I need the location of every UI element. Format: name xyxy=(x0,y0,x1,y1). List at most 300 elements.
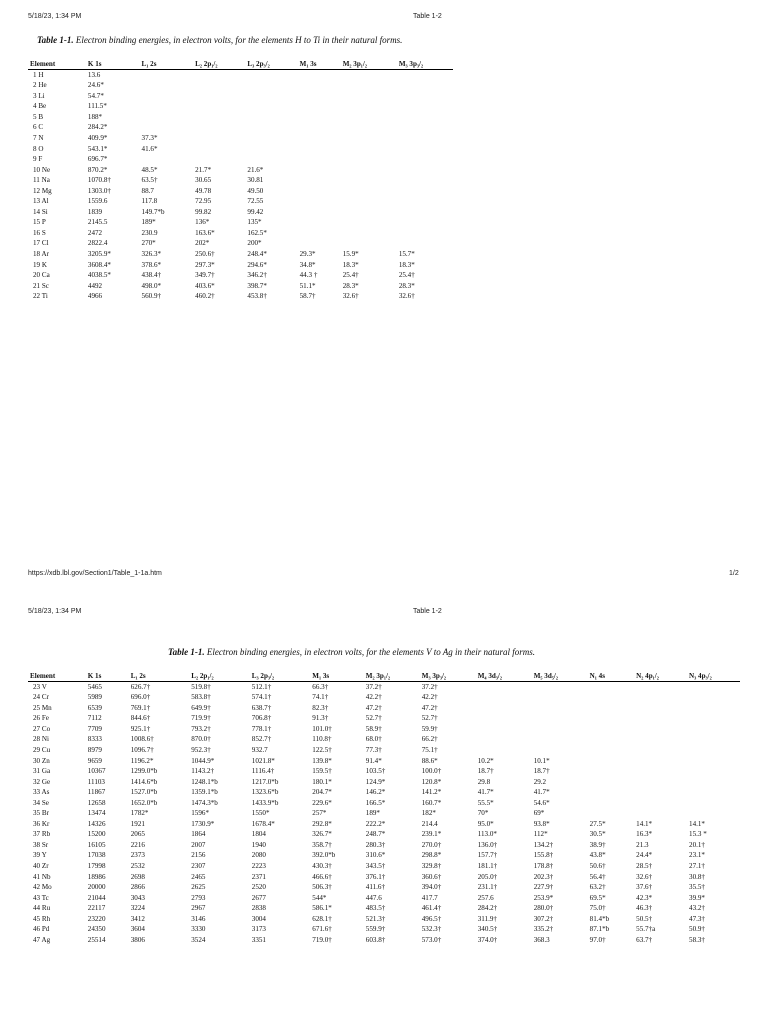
energy-cell xyxy=(397,196,453,207)
energy-cell: 29.8 xyxy=(477,777,491,786)
energy-cell: 18.3* xyxy=(342,260,359,269)
energy-cell: 15.7* xyxy=(398,249,415,258)
column-header: L₂ 2p₁/₂ xyxy=(189,670,250,681)
energy-cell: 3524 xyxy=(191,935,206,944)
energy-cell: 37.6† xyxy=(636,883,653,892)
energy-cell xyxy=(476,703,532,714)
energy-cell: 2465 xyxy=(191,872,206,881)
energy-cell: 38.9† xyxy=(589,840,606,849)
energy-cell xyxy=(634,703,687,714)
energy-cell: 214.4 xyxy=(421,819,438,828)
energy-cell xyxy=(687,713,740,724)
energy-cell: 583.8† xyxy=(191,693,211,702)
energy-cell: 2866 xyxy=(130,883,145,892)
energy-cell: 180.1* xyxy=(312,777,332,786)
energy-cell xyxy=(634,713,687,724)
energy-cell: 136.0† xyxy=(477,840,498,849)
energy-cell: 248.4* xyxy=(247,249,267,258)
energy-cell xyxy=(193,112,245,123)
energy-cell: 37.3* xyxy=(141,133,158,142)
energy-cell: 25.4† xyxy=(342,271,359,280)
energy-cell: 163.6* xyxy=(195,228,215,237)
element-cell: 15 P xyxy=(33,218,46,227)
energy-cell xyxy=(298,165,341,176)
element-cell: 10 Ne xyxy=(33,165,51,174)
element-cell: 29 Cu xyxy=(33,745,51,754)
energy-cell: 122.5† xyxy=(312,745,332,754)
energy-cell xyxy=(298,238,341,249)
energy-cell xyxy=(588,777,634,788)
table-caption-label: Table 1-1. xyxy=(168,647,205,657)
energy-cell xyxy=(687,724,740,735)
energy-cell: 54.7* xyxy=(87,91,104,100)
table-row xyxy=(28,228,453,239)
energy-cell xyxy=(588,808,634,819)
column-header: L₁ 2s xyxy=(129,670,190,681)
table-row xyxy=(28,861,740,872)
column-header: Element xyxy=(28,670,86,681)
energy-cell: 1730.9* xyxy=(191,819,215,828)
energy-cell: 506.3† xyxy=(312,883,332,892)
element-cell: 20 Ca xyxy=(33,271,50,280)
energy-cell xyxy=(687,745,740,756)
energy-cell: 13.6 xyxy=(87,70,101,79)
energy-cell: 32.6† xyxy=(342,292,359,301)
element-cell: 19 K xyxy=(33,260,47,269)
energy-cell: 49.50 xyxy=(247,186,264,195)
energy-cell: 12658 xyxy=(87,798,106,807)
energy-cell xyxy=(634,734,687,745)
energy-cell: 16.3* xyxy=(636,830,653,839)
energy-cell xyxy=(634,745,687,756)
energy-cell: 250.6† xyxy=(195,249,215,258)
energy-cell xyxy=(397,133,453,144)
energy-cell: 1070.8† xyxy=(87,176,111,185)
print-page-number: 1/2 xyxy=(729,570,739,577)
energy-cell: 280.3† xyxy=(365,840,386,849)
energy-cell xyxy=(532,692,588,703)
energy-cell: 230.9 xyxy=(141,228,158,237)
energy-cell: 626.7† xyxy=(130,682,151,691)
element-cell: 4 Be xyxy=(33,102,47,111)
energy-cell: 2698 xyxy=(130,872,145,881)
table-row xyxy=(28,872,740,883)
energy-cell: 55.7†a xyxy=(636,925,656,934)
energy-cell: 460.2† xyxy=(195,292,215,301)
energy-cell: 50.9† xyxy=(689,925,705,934)
table-row xyxy=(28,69,453,80)
energy-cell: 21.7* xyxy=(195,165,212,174)
energy-cell: 2532 xyxy=(130,861,145,870)
energy-cell xyxy=(341,196,397,207)
element-cell: 25 Mn xyxy=(33,703,52,712)
energy-cell: 51.1* xyxy=(299,281,316,290)
table-row xyxy=(28,808,740,819)
energy-cell xyxy=(687,734,740,745)
energy-cell: 2307 xyxy=(191,861,206,870)
energy-cell: 21044 xyxy=(87,893,106,902)
energy-cell xyxy=(687,766,740,777)
energy-cell xyxy=(341,122,397,133)
energy-cell: 1303.0† xyxy=(87,186,111,195)
energy-cell: 392.0*b xyxy=(312,851,336,860)
energy-cell: 1217.0*b xyxy=(251,777,279,786)
table-header-row xyxy=(28,58,453,69)
energy-cell: 1559.6 xyxy=(87,197,108,206)
energy-cell xyxy=(397,165,453,176)
energy-cell xyxy=(687,787,740,798)
energy-cell: 671.6† xyxy=(312,925,332,934)
energy-cell xyxy=(588,681,634,692)
element-cell: 8 O xyxy=(33,144,44,153)
energy-cell xyxy=(532,745,588,756)
energy-cell: 74.1† xyxy=(312,693,329,702)
energy-cell xyxy=(140,101,194,112)
column-header: L₃ 2p₃/₂ xyxy=(250,670,311,681)
energy-cell xyxy=(341,112,397,123)
table-row xyxy=(28,882,740,893)
energy-cell: 603.8† xyxy=(365,935,386,944)
element-cell: 14 Si xyxy=(33,207,48,216)
energy-cell: 1804 xyxy=(251,830,266,839)
energy-cell: 2967 xyxy=(191,904,206,913)
energy-cell: 47.2† xyxy=(365,703,382,712)
energy-cell xyxy=(397,144,453,155)
energy-cell: 42.2† xyxy=(365,693,382,702)
energy-cell: 3412 xyxy=(130,914,145,923)
energy-cell: 374.0† xyxy=(477,935,498,944)
energy-cell: 1678.4* xyxy=(251,819,275,828)
table-row xyxy=(28,734,740,745)
energy-cell xyxy=(588,745,634,756)
energy-cell: 3004 xyxy=(251,914,266,923)
energy-cell: 3608.4* xyxy=(87,260,111,269)
energy-cell: 20.1† xyxy=(689,840,705,849)
energy-cell: 430.3† xyxy=(312,861,332,870)
energy-cell xyxy=(298,101,341,112)
table-row xyxy=(28,756,740,767)
table-caption-text: Electron binding energies, in electron volts, for the elements V to Ag in their natural forms. xyxy=(206,647,536,657)
energy-cell xyxy=(140,91,194,102)
energy-cell: 483.5† xyxy=(365,904,386,913)
element-cell: 43 Tc xyxy=(33,893,49,902)
energy-cell: 7112 xyxy=(87,714,102,723)
energy-cell: 63.5† xyxy=(141,176,158,185)
energy-cell: 11103 xyxy=(87,777,105,786)
table-caption-label: Table 1-1. xyxy=(37,35,74,45)
energy-cell xyxy=(245,91,297,102)
energy-cell: 2838 xyxy=(251,904,266,913)
energy-cell xyxy=(634,766,687,777)
print-timestamp: 5/18/23, 1:34 PM xyxy=(28,608,82,615)
element-cell: 47 Ag xyxy=(33,935,51,944)
energy-cell xyxy=(532,703,588,714)
energy-cell: 1864 xyxy=(191,830,206,839)
energy-cell: 200* xyxy=(247,239,262,248)
energy-cell: 307.2† xyxy=(533,914,554,923)
energy-cell: 638.7† xyxy=(251,703,272,712)
energy-cell: 202* xyxy=(195,239,210,248)
energy-cell: 649.9† xyxy=(191,703,211,712)
element-cell: 9 F xyxy=(33,155,43,164)
energy-cell: 46.3† xyxy=(636,904,653,913)
energy-cell: 15.9* xyxy=(342,249,359,258)
energy-cell: 1096.7† xyxy=(130,745,154,754)
energy-cell: 378.6* xyxy=(141,260,162,269)
column-header: M₁ 3s xyxy=(310,670,364,681)
print-footer-url: https://xdb.lbl.gov/Section1/Table_1-1a.htm xyxy=(28,570,162,577)
energy-cell: 297.3* xyxy=(195,260,215,269)
energy-cell: 95.0* xyxy=(477,819,494,828)
energy-cell xyxy=(140,154,194,165)
energy-cell: 270* xyxy=(141,239,156,248)
energy-cell: 5989 xyxy=(87,693,102,702)
energy-cell: 1921 xyxy=(130,819,145,828)
table-row xyxy=(28,681,740,692)
energy-cell: 91.4* xyxy=(365,756,382,765)
energy-cell: 9659 xyxy=(87,756,102,765)
energy-cell: 1323.6*b xyxy=(251,788,279,797)
table-row xyxy=(28,291,453,302)
energy-cell: 134.2† xyxy=(533,840,554,849)
energy-cell: 3351 xyxy=(251,935,266,944)
energy-cell: 417.7 xyxy=(421,893,438,902)
table-row xyxy=(28,80,453,91)
energy-cell xyxy=(298,69,341,80)
energy-cell: 778.1† xyxy=(251,724,272,733)
energy-cell xyxy=(193,154,245,165)
energy-cell: 72.95 xyxy=(195,197,212,206)
energy-cell: 1474.3*b xyxy=(191,798,218,807)
energy-cell xyxy=(634,756,687,767)
energy-cell: 1008.6† xyxy=(130,735,154,744)
energy-cell: 3330 xyxy=(191,925,206,934)
energy-cell: 586.1* xyxy=(312,904,332,913)
table-row xyxy=(28,724,740,735)
table-caption-text: Electron binding energies, in electron volts, for the elements H to Ti in their natural forms. xyxy=(75,35,403,45)
energy-cell: 844.6† xyxy=(130,714,151,723)
energy-cell: 793.2† xyxy=(191,724,211,733)
energy-cell: 82.3† xyxy=(312,703,329,712)
column-header: K 1s xyxy=(86,58,140,69)
energy-cell xyxy=(476,681,532,692)
energy-cell: 10.1* xyxy=(533,756,550,765)
energy-cell: 103.5† xyxy=(365,767,386,776)
energy-cell: 41.6* xyxy=(141,144,158,153)
energy-cell xyxy=(140,122,194,133)
energy-cell xyxy=(245,144,297,155)
table-row xyxy=(28,238,453,249)
energy-cell: 852.7† xyxy=(251,735,272,744)
energy-cell: 88.6* xyxy=(421,756,438,765)
energy-cell xyxy=(687,756,740,767)
energy-cell: 21.6* xyxy=(247,165,264,174)
table-row xyxy=(28,798,740,809)
element-cell: 18 Ar xyxy=(33,249,49,258)
energy-cell: 1550* xyxy=(251,809,270,818)
element-cell: 37 Rb xyxy=(33,830,51,839)
energy-cell: 329.8† xyxy=(421,861,442,870)
energy-cell xyxy=(193,80,245,91)
column-header: L₃ 2p₃/₂ xyxy=(245,58,297,69)
energy-cell: 41.7* xyxy=(533,788,550,797)
energy-cell: 52.7† xyxy=(421,714,438,723)
energy-cell: 34.8* xyxy=(299,260,316,269)
energy-cell: 1782* xyxy=(130,809,149,818)
energy-cell: 512.1† xyxy=(251,682,272,691)
energy-cell: 23220 xyxy=(87,914,106,923)
energy-cell: 3224 xyxy=(130,904,145,913)
energy-cell: 394.0† xyxy=(421,883,442,892)
energy-cell: 294.6* xyxy=(247,260,267,269)
energy-cell xyxy=(341,101,397,112)
energy-cell: 1143.2† xyxy=(191,767,215,776)
energy-cell xyxy=(245,154,297,165)
energy-cell: 146.2* xyxy=(365,788,386,797)
energy-cell: 18.3* xyxy=(398,260,415,269)
energy-cell: 100.0† xyxy=(421,767,442,776)
energy-cell: 2520 xyxy=(251,883,266,892)
energy-cell xyxy=(532,724,588,735)
energy-cell xyxy=(298,228,341,239)
energy-cell: 182* xyxy=(421,809,436,818)
table-row xyxy=(28,207,453,218)
energy-cell: 521.3† xyxy=(365,914,386,923)
element-cell: 46 Pd xyxy=(33,925,50,934)
energy-cell: 932.7 xyxy=(251,745,268,754)
energy-cell: 466.6† xyxy=(312,872,332,881)
energy-cell xyxy=(634,798,687,809)
energy-cell: 2371 xyxy=(251,872,266,881)
energy-cell: 52.7† xyxy=(365,714,382,723)
table-row xyxy=(28,144,453,155)
energy-cell xyxy=(532,734,588,745)
energy-cell: 403.6* xyxy=(195,281,215,290)
table-row xyxy=(28,713,740,724)
energy-cell: 21.3 xyxy=(636,840,649,849)
energy-cell xyxy=(634,724,687,735)
energy-cell: 141.2* xyxy=(421,788,442,797)
energy-cell xyxy=(634,777,687,788)
energy-cell: 706.8† xyxy=(251,714,272,723)
energy-cell: 24.6* xyxy=(87,81,104,90)
energy-cell xyxy=(687,703,740,714)
energy-cell: 72.55 xyxy=(247,197,264,206)
energy-cell: 35.5† xyxy=(689,883,705,892)
energy-cell xyxy=(298,80,341,91)
element-cell: 17 Cl xyxy=(33,239,49,248)
energy-cell: 398.7* xyxy=(247,281,267,290)
energy-cell: 335.2† xyxy=(533,925,554,934)
energy-cell: 136* xyxy=(195,218,210,227)
column-header: N₂ 4p₁/₂ xyxy=(634,670,687,681)
energy-cell: 159.5† xyxy=(312,767,332,776)
energy-cell xyxy=(341,175,397,186)
energy-cell: 1527.0*b xyxy=(130,788,158,797)
energy-cell: 3146 xyxy=(191,914,206,923)
energy-cell: 8979 xyxy=(87,745,102,754)
energy-cell xyxy=(397,101,453,112)
energy-cell: 1299.0*b xyxy=(130,767,158,776)
energy-cell: 2145.5 xyxy=(87,218,108,227)
energy-cell xyxy=(140,80,194,91)
energy-cell: 257.6 xyxy=(477,893,494,902)
energy-cell: 27.5* xyxy=(589,819,606,828)
element-cell: 24 Cr xyxy=(33,693,49,702)
energy-cell: 696.0† xyxy=(130,693,151,702)
energy-cell xyxy=(397,228,453,239)
column-header: K 1s xyxy=(86,670,129,681)
energy-cell: 2472 xyxy=(87,228,103,237)
energy-cell: 14.1* xyxy=(636,819,653,828)
energy-cell: 1414.6*b xyxy=(130,777,158,786)
element-cell: 13 Al xyxy=(33,197,49,206)
energy-cell: 44.3 † xyxy=(299,271,318,280)
energy-cell: 574.1† xyxy=(251,693,272,702)
energy-cell: 37.2† xyxy=(365,682,382,691)
energy-cell: 343.5† xyxy=(365,861,386,870)
energy-cell xyxy=(140,69,194,80)
element-cell: 45 Rh xyxy=(33,914,51,923)
energy-cell xyxy=(245,101,297,112)
energy-cell: 326.7* xyxy=(312,830,332,839)
energy-cell: 284.2* xyxy=(87,123,108,132)
energy-cell: 56.4† xyxy=(589,872,606,881)
energy-cell xyxy=(245,122,297,133)
energy-cell: 952.3† xyxy=(191,745,211,754)
table-row xyxy=(28,914,740,925)
energy-cell xyxy=(476,713,532,724)
energy-cell xyxy=(298,133,341,144)
element-cell: 31 Ga xyxy=(33,767,51,776)
energy-cell: 4492 xyxy=(87,281,103,290)
energy-cell: 43.2† xyxy=(689,904,705,913)
energy-cell: 188* xyxy=(87,112,103,121)
energy-cell: 99.42 xyxy=(247,207,264,216)
energy-cell: 17998 xyxy=(87,861,106,870)
energy-cell: 298.8* xyxy=(421,851,442,860)
energy-cell: 411.6† xyxy=(365,883,386,892)
energy-cell xyxy=(687,798,740,809)
element-cell: 42 Mo xyxy=(33,883,52,892)
energy-cell: 544* xyxy=(312,893,327,902)
energy-cell: 162.5* xyxy=(247,228,267,237)
element-cell: 7 N xyxy=(33,133,44,142)
element-cell: 3 Li xyxy=(33,91,45,100)
element-cell: 44 Ru xyxy=(33,904,51,913)
energy-cell xyxy=(588,766,634,777)
table-row xyxy=(28,777,740,788)
energy-cell xyxy=(140,112,194,123)
energy-cell: 39.9* xyxy=(689,893,705,902)
energy-cell: 310.6* xyxy=(365,851,386,860)
energy-cell: 32.6† xyxy=(636,872,653,881)
energy-cell: 59.9† xyxy=(421,724,438,733)
energy-cell xyxy=(397,154,453,165)
energy-cell: 24350 xyxy=(87,925,106,934)
table-row xyxy=(28,154,453,165)
energy-cell: 239.1* xyxy=(421,830,442,839)
table-row xyxy=(28,903,740,914)
element-cell: 34 Se xyxy=(33,798,49,807)
energy-cell xyxy=(634,808,687,819)
table-row xyxy=(28,133,453,144)
energy-cell xyxy=(298,217,341,228)
energy-cell: 2822.4 xyxy=(87,239,108,248)
energy-cell: 870.2* xyxy=(87,165,108,174)
energy-cell: 13474 xyxy=(87,809,106,818)
energy-cell xyxy=(634,681,687,692)
